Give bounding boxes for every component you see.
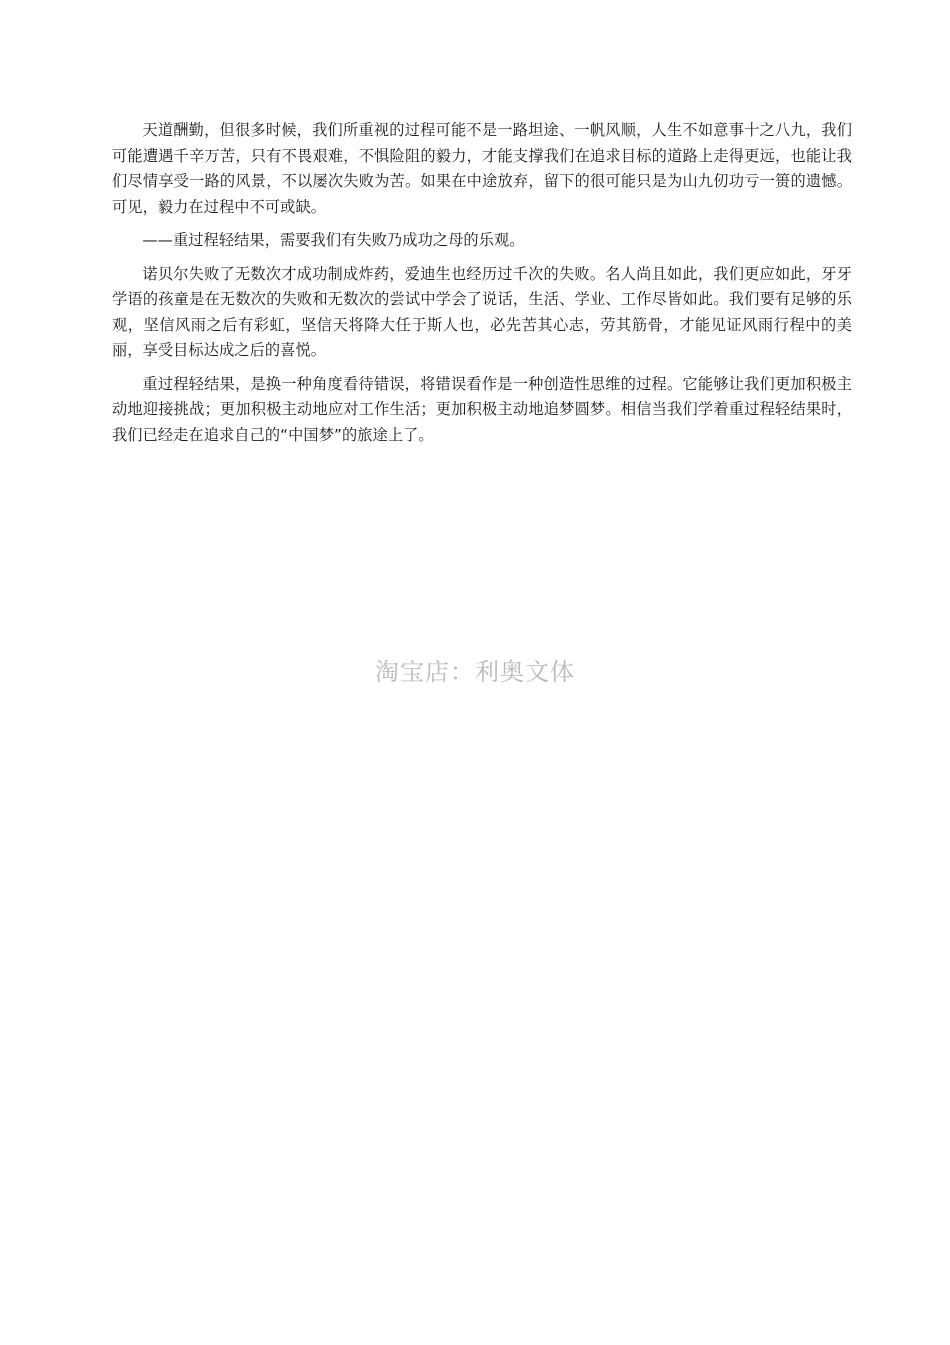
document-body xyxy=(112,118,852,456)
paragraph-conclusion: 重过程轻结果，是换一种角度看待错误，将错误看作是一种创造性思维的过程。它能够让我们更加积极主动地迎接挑战；更加积极主动地应对工作生活；更加积极主动地追梦圆梦。相信当我们学着重过程轻结果时，我们已经走在追求自己的“中国梦”的旅途上了。 xyxy=(112,374,852,444)
paragraph-optimism-heading: ——重过程轻结果，需要我们有失败乃成功之母的乐观。 xyxy=(142,231,525,249)
paragraph-perseverance: 天道酬勤，但很多时候，我们所重视的过程可能不是一路坦途、一帆风顺，人生不如意事十之八九，我们可能遭遇千辛万苦，只有不畏艰难，不惧险阻的毅力，才能支撑我们在追求目标的道路上走得更远，也能让我们尽情享受一路的风景，不以屡次失败为苦。如果在中途放弃，留下的很可能只是为山九仞功亏一篑的遗憾。可见，毅力在过程中不可或缺。 xyxy=(112,121,852,216)
paragraph-examples: 诺贝尔失败了无数次才成功制成炸药，爱迪生也经历过千次的失败。名人尚且如此，我们更应如此，牙牙学语的孩童是在无数次的失败和无数次的尝试中学会了说话，生活、学业、工作尽皆如此。我们要有足够的乐观，坚信风雨之后有彩虹，坚信天将降大任于斯人也，必先苦其心志，劳其筋骨，才能见证风雨行程中的美丽，享受目标达成之后的喜悦。 xyxy=(112,264,852,359)
shop-watermark: 淘宝店：利奥文体 xyxy=(375,658,575,686)
